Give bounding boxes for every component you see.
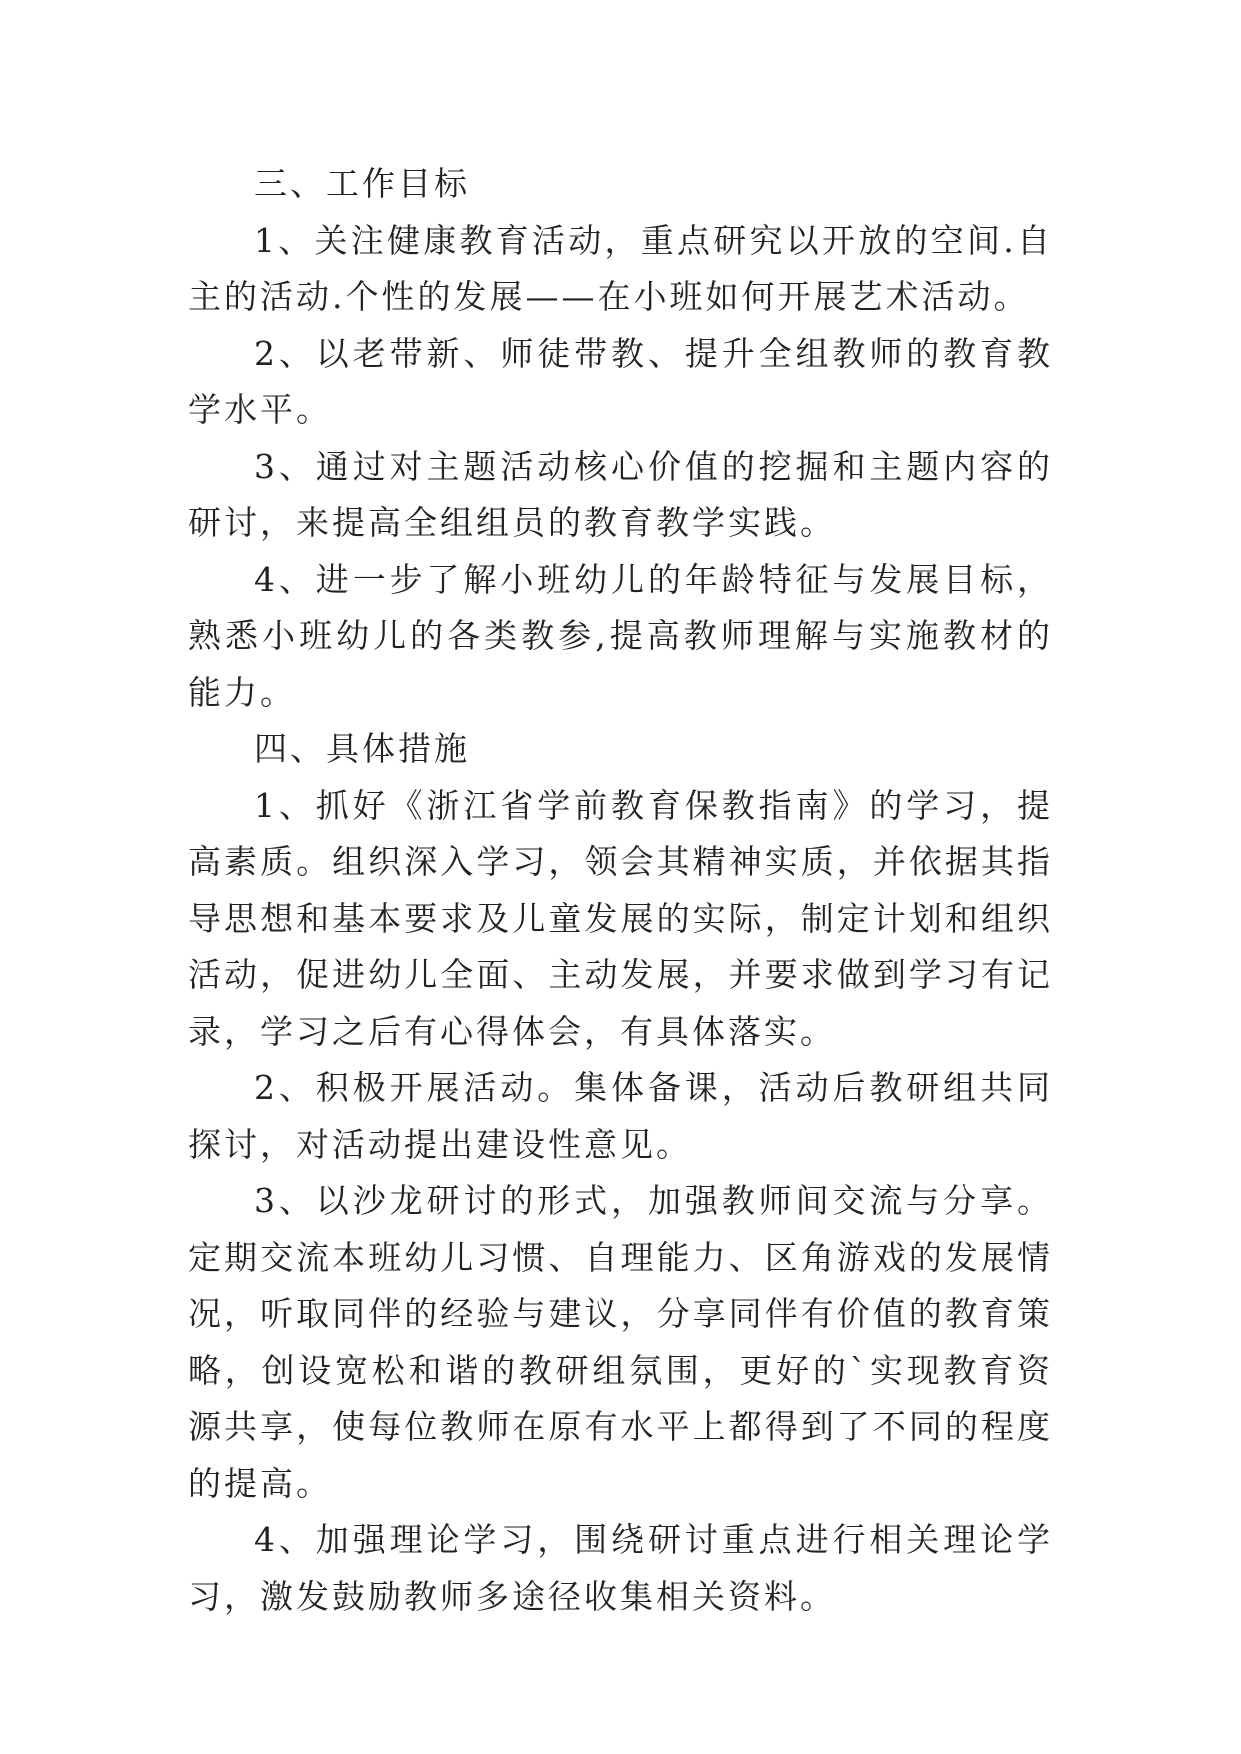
section-heading-measures: 四、具体措施 [254, 729, 470, 768]
goal-item-3: 3、通过对主题活动核心价值的挖掘和主题内容的研讨，来提高全组组员的教育教学实践。 [188, 446, 1053, 542]
measure-item-2: 2、积极开展活动。集体备课，活动后教研组共同探讨，对活动提出建设性意见。 [188, 1068, 1053, 1164]
measure-item-4: 4、加强理论学习，围绕研讨重点进行相关理论学习，激发鼓励教师多途径收集相关资料。 [188, 1520, 1053, 1616]
section-heading-goals: 三、工作目标 [254, 164, 470, 203]
measure-item-1: 1、抓好《浙江省学前教育保教指南》的学习，提高素质。组织深入学习，领会其精神实质，并依据其指导思想和基本要求及儿童发展的实际，制定计划和组织活动，促进幼儿全面、主动发展，并要求做到学习有记录，学习之后有心得体会，有具体落实。 [188, 785, 1053, 1051]
document-body [188, 156, 1053, 1625]
goal-item-1: 1、关注健康教育活动，重点研究以开放的空间.自主的活动.个性的发展——在小班如何开展艺术活动。 [188, 220, 1053, 316]
measure-item-3: 3、以沙龙研讨的形式，加强教师间交流与分享。定期交流本班幼儿习惯、自理能力、区角游戏的发展情况，听取同伴的经验与建议，分享同伴有价值的教育策略，创设宽松和谐的教研组氛围，更好的`实现教育资源共享，使每位教师在原有水平上都得到了不同的程度的提高。 [188, 1181, 1053, 1503]
goal-item-2: 2、以老带新、师徒带教、提升全组教师的教育教学水平。 [188, 333, 1053, 429]
goal-item-4: 4、进一步了解小班幼儿的年龄特征与发展目标，熟悉小班幼儿的各类教参,提高教师理解与实施教材的能力。 [188, 559, 1053, 712]
